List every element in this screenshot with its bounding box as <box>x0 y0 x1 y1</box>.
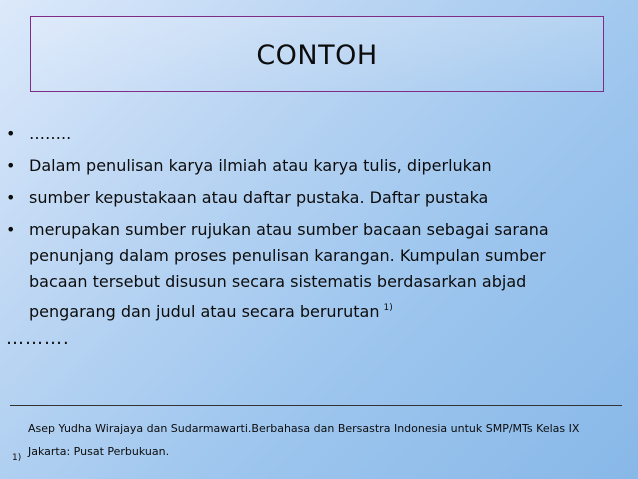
bullet-icon: • <box>6 188 16 207</box>
bullet-item <box>6 153 626 179</box>
bullet-icon: • <box>6 156 16 175</box>
bullet-text-line: penunjang dalam proses penulisan karangan. Kumpulan sumber <box>29 246 546 265</box>
bullet-text-line: pengarang dan judul atau secara berurutan <box>29 302 380 321</box>
trailing-ellipsis: ………. <box>6 328 70 349</box>
bullet-list <box>6 121 626 331</box>
bullet-icon: • <box>6 124 16 143</box>
bullet-item <box>6 121 626 147</box>
bullet-item <box>6 185 626 211</box>
title-box <box>30 16 604 92</box>
footnote-marker: 1) <box>12 453 22 463</box>
bullet-text: sumber kepustakaan atau daftar pustaka. Daftar pustaka <box>29 188 489 207</box>
bullet-item <box>6 217 626 325</box>
bullet-text-line: merupakan sumber rujukan atau sumber bacaan sebagai sarana <box>29 220 549 239</box>
footnote-publisher: Jakarta: Pusat Perbukuan. <box>28 445 170 458</box>
bullet-text: …….. <box>29 124 72 143</box>
footnote-divider <box>10 405 622 406</box>
bullet-text: Dalam penulisan karya ilmiah atau karya tulis, diperlukan <box>29 156 492 175</box>
bullet-text-line: bacaan tersebut disusun secara sistematis berdasarkan abjad <box>29 272 527 291</box>
slide-title: CONTOH <box>256 40 378 71</box>
footnote-citation: Asep Yudha Wirajaya dan Sudarmawarti.Berbahasa dan Bersastra Indonesia untuk SMP/MTs Kelas IX <box>28 422 580 435</box>
reference-marker: 1) <box>383 303 393 313</box>
bullet-icon: • <box>6 220 16 239</box>
